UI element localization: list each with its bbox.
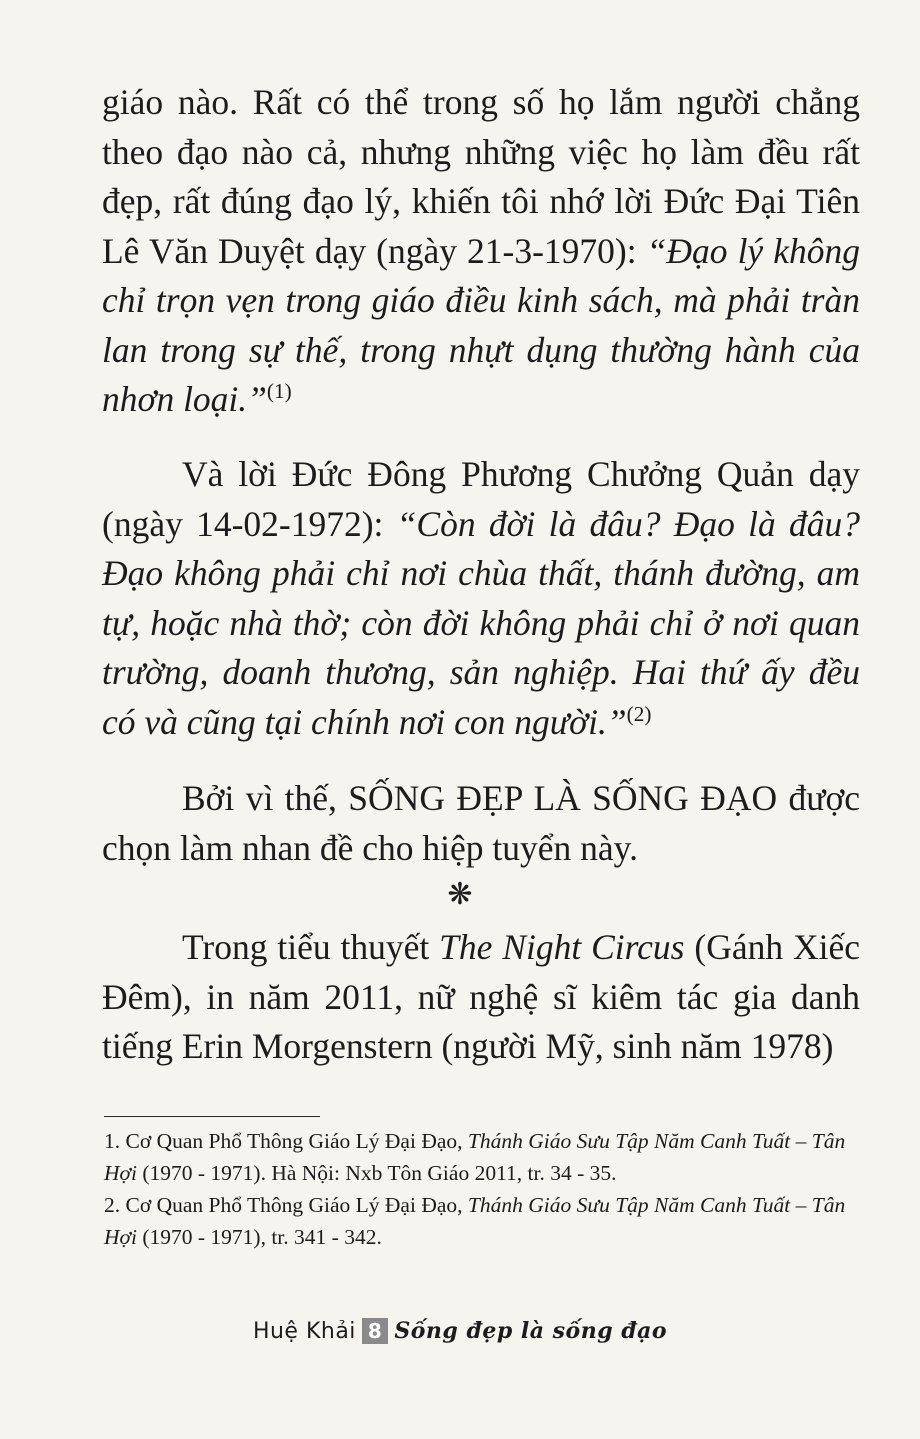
paragraph-1-quote: “Đạo lý không chỉ trọn vẹn trong giáo điều kinh sách, mà phải tràn lan trong sự thế, trong nhựt dụng thường hành của nhơn loại.” — [102, 230, 860, 419]
page-footer — [0, 1318, 920, 1344]
footnote-1 — [104, 1125, 864, 1189]
paragraph-2 — [102, 450, 860, 747]
paragraph-1-text: giáo nào. Rất có thể trong số họ lắm người chẳng theo đạo nào cả, nhưng những việc họ làm đều rất đẹp, rất đúng đạo lý, khiến tôi nhớ lời Đức Đại Tiên Lê Văn Duyệt dạy (ngày 21-3-1970): — [102, 82, 860, 271]
paragraph-4-text-b: (Gánh Xiếc Đêm), in năm 2011, nữ nghệ sĩ kiêm tác gia danh tiếng Erin Morgenstern (người Mỹ, sinh năm 1978) — [102, 927, 861, 1066]
footnote-ref-2: (2) — [626, 701, 652, 726]
footnote-2-title: Thánh Giáo Sưu Tập Năm Canh Tuất – Tân Hợi — [104, 1193, 846, 1249]
paragraph-3-text: Bởi vì thế, SỐNG ĐẸP LÀ SỐNG ĐẠO được chọn làm nhan đề cho hiệp tuyển này. — [102, 778, 860, 868]
section-separator: ❋ — [447, 878, 473, 911]
footnote-divider — [104, 1116, 320, 1117]
footnote-1-title: Thánh Giáo Sưu Tập Năm Canh Tuất – Tân Hợi — [104, 1129, 846, 1185]
footer-book-title: Sống đẹp là sống đạo — [394, 1318, 668, 1344]
paragraph-4-text-a: Trong tiểu thuyết — [182, 927, 440, 967]
footnote-2-suffix: (1970 - 1971), tr. 341 - 342. — [136, 1225, 382, 1249]
footnote-2-prefix: 2. Cơ Quan Phổ Thông Giáo Lý Đại Đạo, — [104, 1193, 468, 1217]
footnotes — [104, 1125, 864, 1253]
footnote-1-prefix: 1. Cơ Quan Phổ Thông Giáo Lý Đại Đạo, — [104, 1129, 468, 1153]
footnote-1-suffix: (1970 - 1971). Hà Nội: Nxb Tôn Giáo 2011, tr. 34 - 35. — [136, 1161, 617, 1185]
paragraph-1 — [102, 78, 860, 425]
paragraph-2-quote: “Còn đời là đâu? Đạo là đâu? Đạo không phải chỉ nơi chùa thất, thánh đường, am tự, hoặc nhà thờ; còn đời không phải chỉ ở nơi quan trường, doanh thương, sản nghiệp. Hai thứ ấy đều có và cũng tại chính nơi con người.” — [102, 503, 860, 742]
novel-title: The Night Circus — [439, 927, 685, 967]
paragraph-3 — [102, 774, 860, 873]
footnote-2 — [104, 1189, 864, 1253]
footnote-ref-1: (1) — [266, 379, 292, 404]
footer-author: Huệ Khải — [252, 1318, 356, 1344]
page-number: 8 — [362, 1318, 388, 1344]
paragraph-4 — [102, 923, 860, 1072]
paragraph-2-text: Và lời Đức Đông Phương Chưởng Quản dạy (ngày 14-02-1972): — [102, 454, 860, 544]
